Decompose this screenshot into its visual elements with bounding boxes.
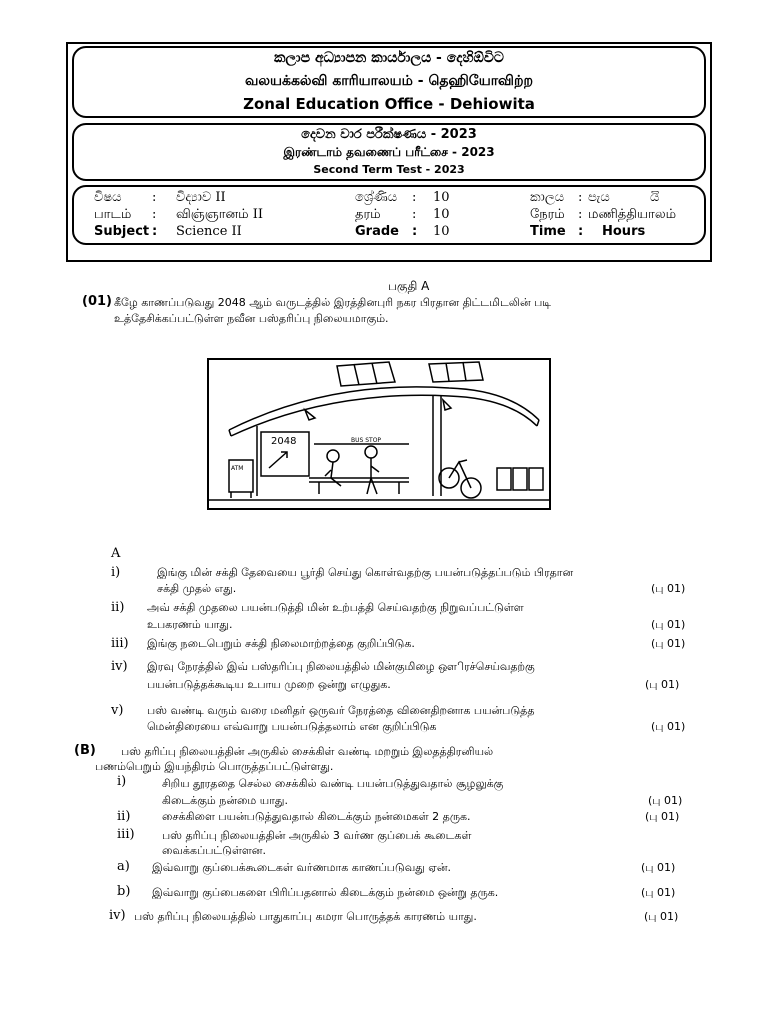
subject-value-en: Science II [176, 224, 242, 239]
section-b-label: (B) [74, 743, 96, 758]
qb-4-text: பஸ் தரிப்பு நிலையத்தில் பாதுகாப்பு கமரா பொருத்தக் காரணம் யாது. [134, 910, 477, 923]
person [365, 446, 377, 458]
qa-2-line2: உபகரணம் யாது. [147, 618, 233, 631]
qb-1-line1: சிறிய தூரததை செல்ல சைக்கில் வண்டி பயன்படுத்துவதால் சூழலுக்கு [162, 777, 504, 790]
qa-4-line1: இரவு நேரத்தில் இவ் பஸ்தரிப்பு நிலையத்தில் மின்குமிழை ஔிரச்செய்வதற்கு [147, 660, 535, 673]
colon: : [152, 224, 158, 239]
qa-3-line1: இங்கு நடைபெறும் சக்தி நிலைமாற்றத்தை குறிப்பிடுக. [147, 637, 415, 650]
b-intro-line2: பணம்பெறும் இயந்திரம் பொருத்தப்பட்டுள்ளது. [95, 760, 334, 773]
figure-atm-label: ATM [231, 465, 244, 472]
qb-3b-text: இவ்வாறு குப்பைகளை பிரிப்பதனால் கிடைக்கும் நன்மை ஒன்று தருக. [152, 886, 499, 899]
qb-3a-marks: (பு 01) [641, 861, 676, 874]
grade-label-ta: தரம் [355, 207, 381, 222]
qb-1-marks: (பு 01) [648, 794, 683, 807]
qa-5-line2: மென்திரையை எவ்வாறு பயன்படுத்தலாம் என குறிப்பிடுக [147, 720, 437, 733]
qa-5-marks: (பு 01) [651, 720, 686, 733]
colon: : [412, 207, 417, 222]
b-intro-line1: பஸ் தரிப்பு நிலையத்தின் அருகில் சைக்கிள் வண்டி மறறும் இலதத்திரனியல் [121, 745, 494, 758]
grade-value-ta: 10 [433, 207, 450, 222]
qa-1-marks: (பு 01) [651, 582, 686, 595]
grade-value-si: 10 [433, 190, 450, 205]
qb-2-marks: (பு 01) [645, 810, 680, 823]
qa-4-marks: (பு 01) [645, 678, 680, 691]
figure-year-label: 2048 [271, 436, 297, 447]
grade-value-en: 10 [433, 224, 450, 239]
qa-2-marks: (பு 01) [651, 618, 686, 631]
qa-2-num: ii) [111, 600, 125, 615]
q1-intro-line2: உத்தேசிக்கப்பட்டுள்ள நவீன பஸ்தரிப்பு நிலையமாகும். [114, 312, 389, 325]
qa-1-line1: இங்கு மின் சக்தி தேவையை பூர்தி செய்து கொள்வதற்கு பயன்படுத்தப்படும் பிரதான [157, 566, 574, 579]
person [327, 450, 339, 462]
time-label-si: කාලය [530, 190, 565, 205]
time-extra-si: යි [650, 190, 660, 205]
qb-3b-marks: (பு 01) [641, 886, 676, 899]
test-title-english: Second Term Test - 2023 [313, 163, 465, 176]
qb-1-line2: கிடைக்கும் நன்மை யாது. [162, 794, 288, 807]
qa-4-num: iv) [111, 659, 128, 674]
waste-bin [513, 468, 527, 490]
qb-3a-num: a) [117, 859, 130, 874]
qb-3a-text: இவ்வாறு குப்பைக்கூடைகள் வர்ணமாக காணப்படுவது ஏன். [152, 861, 452, 874]
shelter-roof [229, 387, 539, 430]
qb-3b-num: b) [117, 884, 131, 899]
qb-3-line1: பஸ் தரிப்பு நிலையத்தின் அருகில் 3 வர்ண குப்பைக் கூடைகள் [162, 829, 472, 842]
section-a-label: A [111, 546, 121, 561]
part-title: பகுதி A [388, 279, 430, 293]
waste-bin [529, 468, 543, 490]
qb-4-num: iv) [109, 908, 126, 923]
time-value-en: Hours [602, 224, 646, 239]
colon: : [412, 190, 417, 205]
time-label-en: Time [530, 224, 566, 239]
figure-stop-label: BUS STOP [351, 437, 382, 444]
grade-label-en: Grade [355, 224, 399, 239]
grade-label-si: ශ්‍රේණිය [355, 190, 398, 205]
qb-2-line1: சைக்கிளை பயன்படுத்துவதால் கிடைக்கும் நன்மைகள் 2 தருக. [162, 810, 471, 823]
colon: : [578, 207, 583, 222]
office-name-sinhala: කලාප අධ්‍යාපන කාර්යාලය - දෙහිඕවිට [274, 50, 504, 66]
colon: : [152, 207, 157, 222]
waste-bin [497, 468, 511, 490]
qa-3-num: iii) [111, 636, 129, 651]
subject-label-si: විෂය [94, 190, 122, 205]
qb-4-marks: (பு 01) [644, 910, 679, 923]
q1-intro-line1: கீழே காணப்படுவது 2048 ஆம் வருடத்தில் இரத்தினபுரி நகர பிரதான திட்டமிடலின் படி [114, 296, 552, 309]
colon: : [578, 224, 584, 239]
office-name-tamil: வலயக்கல்வி காரியாலயம் - தெஹியோவிற்ற [244, 73, 534, 89]
bus-stop-drawing [209, 360, 549, 508]
qb-3-line2: வைக்கப்பட்டுள்ளன. [162, 844, 266, 857]
subject-label-ta: பாடம் [94, 207, 132, 222]
subject-value-ta: விஞ்ஞானம் II [176, 207, 263, 222]
time-label-ta: நேரம் [530, 207, 565, 222]
bus-stop-illustration [207, 358, 551, 510]
qa-1-line2: சக்தி முதல் எது. [157, 582, 237, 595]
subject-label-en: Subject [94, 224, 150, 239]
colon: : [412, 224, 418, 239]
test-title-sinhala: දෙවන වාර පරීක්ෂණය - 2023 [301, 127, 477, 142]
office-name-english: Zonal Education Office - Dehiowita [243, 95, 535, 113]
qb-2-num: ii) [117, 809, 131, 824]
colon: : [152, 190, 157, 205]
qa-4-line2: பயன்படுத்தக்கூடிய உபாய முறை ஒன்று எழுதுக. [147, 678, 391, 691]
subject-value-si: විද්‍යාව II [176, 190, 226, 205]
qb-1-num: i) [117, 774, 127, 789]
qa-5-num: v) [111, 703, 124, 718]
time-value-si: පැය [588, 190, 610, 205]
solar-panel [429, 362, 483, 382]
qa-5-line1: பஸ் வண்டி வரும் வரை மனிதர் ஒருவர் நேரத்தை வினைதிறனாக பயன்படுத்த [147, 704, 535, 717]
colon: : [578, 190, 583, 205]
qa-3-marks: (பு 01) [651, 637, 686, 650]
qa-1-num: i) [111, 565, 121, 580]
test-title-tamil: இரண்டாம் தவணைப் பரீட்சை - 2023 [283, 145, 495, 159]
time-value-ta: மணித்தியாலம் [588, 207, 677, 222]
qa-2-line1: அவ் சக்தி முதலை பயன்படுத்தி மின் உற்பத்தி செய்வதற்கு நிறுவப்பட்டுள்ள [147, 601, 524, 614]
solar-panel [337, 362, 395, 386]
question-number: (01) [82, 294, 112, 309]
qb-3-num: iii) [117, 827, 135, 842]
